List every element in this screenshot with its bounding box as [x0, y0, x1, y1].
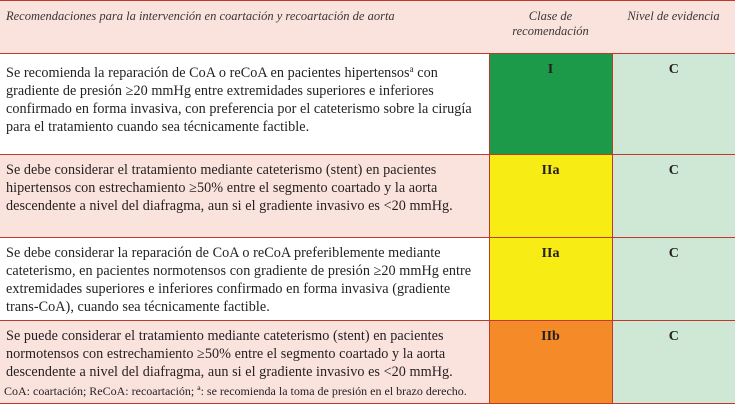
table-row [0, 238, 735, 321]
level-cell: C [612, 155, 735, 238]
class-cell: IIa [489, 238, 612, 321]
level-cell: C [612, 54, 735, 155]
header-level: Nivel de evidencia [612, 1, 735, 54]
recommendation-text: Se puede considerar el tratamiento mediante cateterismo (stent) en pacientes normotensos con estrechamiento ≥50% entre el segmento coartado y la aorta descendente a nivel del diafragma, aun si el gradiente invasivo es <20 mmHg. [0, 321, 489, 404]
class-cell: I [489, 54, 612, 155]
table-row [0, 54, 735, 155]
header-recommendations: Recomendaciones para la intervención en coartación y recoartación de aorta [0, 1, 489, 54]
class-cell: IIa [489, 155, 612, 238]
table-row [0, 155, 735, 238]
header-class: Clase de recomendación [489, 1, 612, 54]
recommendation-text: Se debe considerar el tratamiento mediante cateterismo (stent) en pacientes hipertensos con estrechamiento ≥50% entre el segmento coartado y la aorta descendente a nivel del diafragma, aun si el gradiente invasivo es <20 mmHg. [0, 155, 489, 238]
table-header-row [0, 1, 735, 54]
table-footnote: CoA: coartación; ReCoA: recoartación; ª: se recomienda la toma de presión en el brazo derecho. [4, 384, 467, 398]
recommendation-text: Se debe considerar la reparación de CoA o reCoA preferiblemente mediante cateterismo, en pacientes normotensos con gradiente de presión ≥20 mmHg entre extremidades superiores e inferiores confirmado en forma invasiva (gradiente trans-CoA), cuando sea técnicamente factible. [0, 238, 489, 321]
level-cell: C [612, 238, 735, 321]
class-cell: IIb [489, 321, 612, 404]
level-cell: C [612, 321, 735, 404]
footnote-marker: a [409, 64, 414, 74]
recommendation-text: Se recomienda la reparación de CoA o reCoA en pacientes hipertensos$^a$ con gradiente de presión ≥20 mmHg entre extremidades superiores e inferiores confirmado en forma invasiva, con preferencia por el cateterismo sobre la cirugía para el tratamiento cuando sea técnicamente factible. [0, 54, 489, 155]
